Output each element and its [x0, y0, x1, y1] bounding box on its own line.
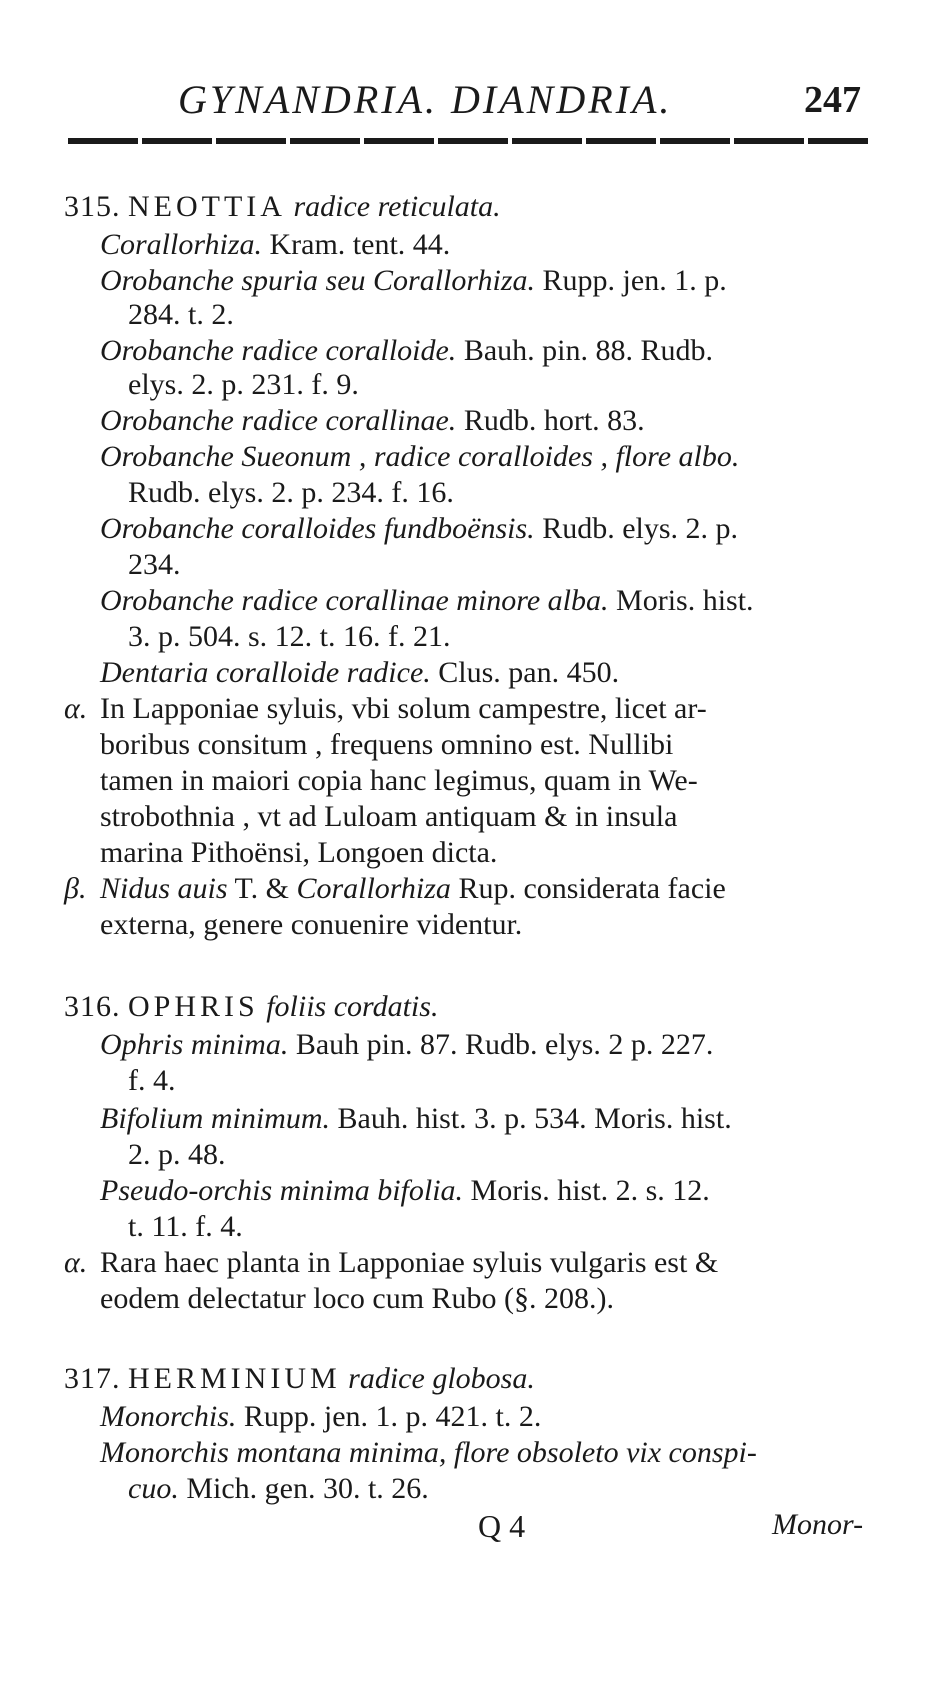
synonym-line: elys. 2. p. 231. f. 9. [128, 368, 359, 401]
diagnosis: radice reticulata. [293, 190, 501, 223]
note-line: eodem delectatur loco cum Rubo (§. 208.). [100, 1282, 615, 1315]
synonym-line: Orobanche radice coralloide. Bauh. pin. 88. Rudb. [100, 334, 713, 367]
note-line: In Lapponiae syluis, vbi solum campestre, licet ar- [100, 692, 707, 725]
entry-number: 316. [64, 990, 121, 1023]
catchword: Monor- [772, 1508, 864, 1541]
genus-name: NEOTTIA [128, 190, 286, 223]
header-rule [68, 138, 868, 144]
synonym-line: Pseudo-orchis minima bifolia. Moris. hist. 2. s. 12. [100, 1174, 710, 1207]
genus-name: HERMINIUM [128, 1362, 341, 1395]
variety-marker: β. [64, 872, 87, 905]
entry-315-heading [64, 190, 501, 224]
synonym-line: Ophris minima. Bauh pin. 87. Rudb. elys. 2 p. 227. [100, 1028, 714, 1061]
note-line: strobothnia , vt ad Luloam antiquam & in insula [100, 800, 678, 833]
diagnosis: radice globosa. [348, 1362, 535, 1395]
entry-number: 317. [64, 1362, 121, 1395]
synonym-line: 2. p. 48. [128, 1138, 226, 1171]
synonym-line: Monorchis. Rupp. jen. 1. p. 421. t. 2. [100, 1400, 542, 1433]
synonym-line: Orobanche Sueonum , radice coralloides , flore albo. [100, 440, 740, 473]
signature-mark: Q 4 [478, 1508, 526, 1544]
variety-line: externa, genere conuenire videntur. [100, 908, 523, 941]
note-line: tamen in maiori copia hanc legimus, quam in We- [100, 764, 698, 797]
note-line: marina Pithoënsi, Longoen dicta. [100, 836, 498, 869]
note-line: Rara haec planta in Lapponiae syluis vulgaris est & [100, 1246, 719, 1279]
synonym-line: Bifolium minimum. Bauh. hist. 3. p. 534. Moris. hist. [100, 1102, 732, 1135]
note-marker: α. [64, 692, 88, 725]
entry-317-heading [64, 1362, 535, 1396]
note-marker: α. [64, 1246, 88, 1279]
running-header: GYNANDRIA. DIANDRIA. [178, 77, 673, 122]
synonym-line: Monorchis montana minima, flore obsoleto vix conspi- [100, 1436, 757, 1469]
entry-316-heading [64, 990, 438, 1024]
synonym-line: cuo. Mich. gen. 30. t. 26. [128, 1472, 429, 1505]
synonym-line: Orobanche spuria seu Corallorhiza. Rupp. jen. 1. p. [100, 264, 727, 297]
note-line: boribus consitum , frequens omnino est. Nullibi [100, 728, 674, 761]
synonym-line: 3. p. 504. s. 12. t. 16. f. 21. [128, 620, 451, 653]
entry-number: 315. [64, 190, 121, 223]
synonym-line: t. 11. f. 4. [128, 1210, 243, 1243]
synonym-line: 234. [128, 548, 181, 581]
variety-line: Nidus auis T. & Corallorhiza Rup. considerata facie [100, 872, 726, 905]
synonym-line: Orobanche radice corallinae minore alba. Moris. hist. [100, 584, 754, 617]
synonym-line: Rudb. elys. 2. p. 234. f. 16. [128, 476, 454, 509]
synonym-line: Corallorhiza. Kram. tent. 44. [100, 228, 451, 261]
page-number: 247 [804, 79, 861, 121]
synonym-line: 284. t. 2. [128, 298, 234, 331]
diagnosis: foliis cordatis. [266, 990, 439, 1023]
synonym-line: Dentaria coralloide radice. Clus. pan. 450. [100, 656, 620, 689]
synonym-line: Orobanche coralloides fundboënsis. Rudb. elys. 2. p. [100, 512, 739, 545]
synonym-line: Orobanche radice corallinae. Rudb. hort. 83. [100, 404, 645, 437]
genus-name: OPHRIS [128, 990, 259, 1023]
synonym-line: f. 4. [128, 1064, 176, 1097]
